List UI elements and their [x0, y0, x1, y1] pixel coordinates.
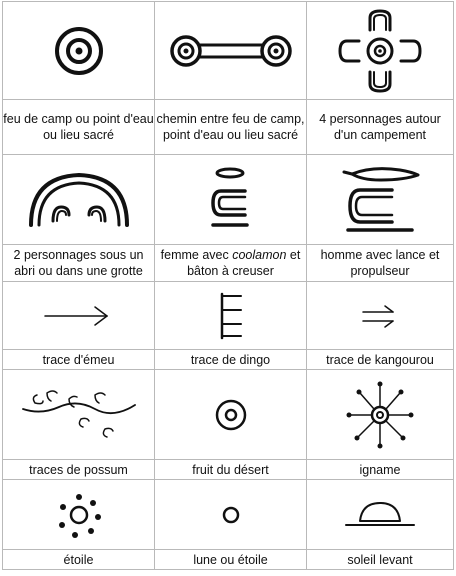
caption-moon: lune ou étoile — [155, 550, 307, 570]
caption-woman: femme avec coolamon et bâton à creuser — [155, 245, 307, 282]
caption-dingo: trace de dingo — [155, 350, 307, 370]
four-people-camp-icon — [335, 6, 425, 96]
moon-icon — [216, 500, 246, 530]
shelter-people-icon — [19, 165, 139, 235]
yam-icon — [340, 375, 420, 455]
symbol-cell-dingo — [155, 282, 307, 350]
caption-sun: soleil levant — [307, 550, 454, 570]
concentric-circles-icon — [49, 21, 109, 81]
linked-circles-icon — [166, 21, 296, 81]
symbol-cell-shelter — [3, 155, 155, 245]
emu-track-icon — [39, 301, 119, 331]
symbol-cell-man — [307, 155, 454, 245]
symbol-cell-path — [155, 2, 307, 100]
kangaroo-track-icon — [355, 301, 405, 331]
caption-four-people: 4 personnages autour d'un campement — [307, 100, 454, 155]
caption-kangaroo: trace de kangourou — [307, 350, 454, 370]
caption-star: étoile — [3, 550, 155, 570]
symbol-cell-possum — [3, 370, 155, 460]
caption-man: homme avec lance et propulseur — [307, 245, 454, 282]
caption-emu: trace d'émeu — [3, 350, 155, 370]
caption-yam: igname — [307, 460, 454, 480]
symbol-cell-woman — [155, 155, 307, 245]
symbol-cell-moon — [155, 480, 307, 550]
symbol-cell-kangaroo — [307, 282, 454, 350]
woman-coolamon-icon — [201, 165, 261, 235]
symbol-cell-yam — [307, 370, 454, 460]
symbol-cell-four-people — [307, 2, 454, 100]
desert-fruit-icon — [211, 395, 251, 435]
symbol-cell-fruit — [155, 370, 307, 460]
symbol-grid — [2, 1, 454, 570]
man-spear-icon — [330, 160, 430, 240]
caption-campfire: feu de camp ou point d'eau ou lieu sacré — [3, 100, 155, 155]
caption-shelter: 2 personnages sous un abri ou dans une grotte — [3, 245, 155, 282]
caption-path: chemin entre feu de camp, point d'eau ou lieu sacré — [155, 100, 307, 155]
star-icon — [49, 485, 109, 545]
symbol-cell-sun — [307, 480, 454, 550]
symbol-cell-star — [3, 480, 155, 550]
caption-fruit: fruit du désert — [155, 460, 307, 480]
caption-possum: traces de possum — [3, 460, 155, 480]
rising-sun-icon — [340, 495, 420, 535]
dingo-track-icon — [211, 290, 251, 342]
symbol-cell-emu — [3, 282, 155, 350]
possum-track-icon — [19, 387, 139, 443]
symbol-cell-campfire — [3, 2, 155, 100]
